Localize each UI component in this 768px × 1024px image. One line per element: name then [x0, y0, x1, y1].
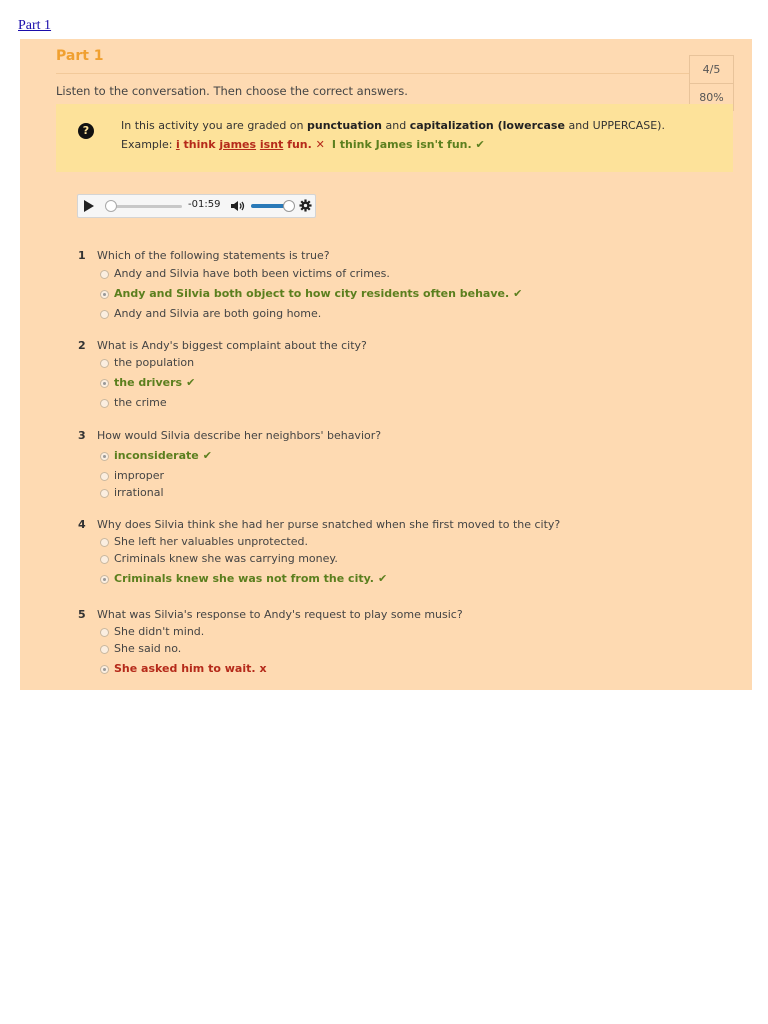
radio-button[interactable]	[100, 399, 109, 408]
part-title: Part 1	[56, 48, 104, 64]
option-label: She asked him to wait. x	[114, 662, 267, 675]
radio-button[interactable]	[100, 489, 109, 498]
option-label: Criminals knew she was not from the city. ✔	[114, 572, 388, 585]
radio-button[interactable]	[100, 452, 109, 461]
option-label: inconsiderate ✔	[114, 449, 212, 462]
volume-handle[interactable]	[283, 200, 295, 212]
right-example: I think James isn't fun. ✔	[331, 138, 485, 151]
check-mark-icon: ✔	[202, 449, 212, 462]
option-label: improper	[114, 469, 165, 482]
radio-button[interactable]	[100, 538, 109, 547]
check-mark-icon: ✔	[475, 138, 485, 151]
time-remaining: -01:59	[188, 199, 221, 210]
instruction-text: Listen to the conversation. Then choose the correct answers.	[56, 84, 408, 98]
option-label: the crime	[114, 396, 167, 409]
check-mark-icon: ✔	[186, 376, 196, 389]
question-circle-icon: ?	[78, 123, 94, 139]
play-icon[interactable]	[84, 200, 94, 212]
progress-handle[interactable]	[105, 200, 117, 212]
volume-icon[interactable]	[230, 200, 246, 212]
check-mark-icon: ✔	[377, 572, 388, 585]
activity-panel	[20, 39, 752, 690]
question-prompt: What was Silvia's response to Andy's request to play some music?	[97, 608, 463, 621]
option-label: Andy and Silvia both object to how city residents often behave. ✔	[114, 287, 523, 300]
radio-button[interactable]	[100, 379, 109, 388]
radio-button[interactable]	[100, 310, 109, 319]
grading-info-box	[56, 104, 733, 172]
example-text: Example: i think james isnt fun. ✕ I think James isn't fun. ✔	[121, 138, 485, 151]
gear-icon[interactable]	[299, 199, 312, 212]
radio-button[interactable]	[100, 472, 109, 481]
progress-track[interactable]	[108, 205, 182, 208]
score-percent: 80%	[690, 83, 733, 111]
score-box	[689, 55, 734, 111]
score-fraction: 4/5	[702, 63, 721, 76]
wrong-example: i think james isnt fun. ✕	[175, 138, 325, 151]
option-label: She left her valuables unprotected.	[114, 535, 308, 548]
audio-player	[77, 194, 316, 218]
radio-button[interactable]	[100, 575, 109, 584]
x-mark-icon: x	[259, 662, 267, 675]
option-label: Criminals knew she was carrying money.	[114, 552, 338, 565]
question-number: 5	[78, 608, 86, 621]
question-number: 3	[78, 429, 86, 442]
volume-slider[interactable]	[251, 204, 287, 208]
option-label: She said no.	[114, 642, 182, 655]
radio-button[interactable]	[100, 665, 109, 674]
question-number: 4	[78, 518, 86, 531]
question-prompt: How would Silvia describe her neighbors' behavior?	[97, 429, 382, 442]
option-label: She didn't mind.	[114, 625, 205, 638]
radio-button[interactable]	[100, 290, 109, 299]
question-prompt: Which of the following statements is true?	[97, 249, 330, 262]
option-label: the drivers ✔	[114, 376, 196, 389]
radio-button[interactable]	[100, 359, 109, 368]
option-label: the population	[114, 356, 195, 369]
question-prompt: What is Andy's biggest complaint about the city?	[97, 339, 367, 352]
option-label: Andy and Silvia have both been victims of crimes.	[114, 267, 390, 280]
grading-info-text: In this activity you are graded on punctuation and capitalization (lowercase and UPPERCASE).	[121, 119, 665, 132]
radio-button[interactable]	[100, 645, 109, 654]
radio-button[interactable]	[100, 270, 109, 279]
question-number: 1	[78, 249, 86, 262]
question-number: 2	[78, 339, 86, 352]
check-mark-icon: ✔	[513, 287, 523, 300]
radio-button[interactable]	[100, 555, 109, 564]
radio-button[interactable]	[100, 628, 109, 637]
option-label: irrational	[114, 486, 164, 499]
wrong-mark-icon: ✕	[315, 138, 325, 151]
part-1-link[interactable]: Part 1	[18, 18, 52, 33]
option-label: Andy and Silvia are both going home.	[114, 307, 322, 320]
title-divider	[56, 73, 732, 74]
question-prompt: Why does Silvia think she had her purse snatched when she first moved to the city?	[97, 518, 561, 531]
